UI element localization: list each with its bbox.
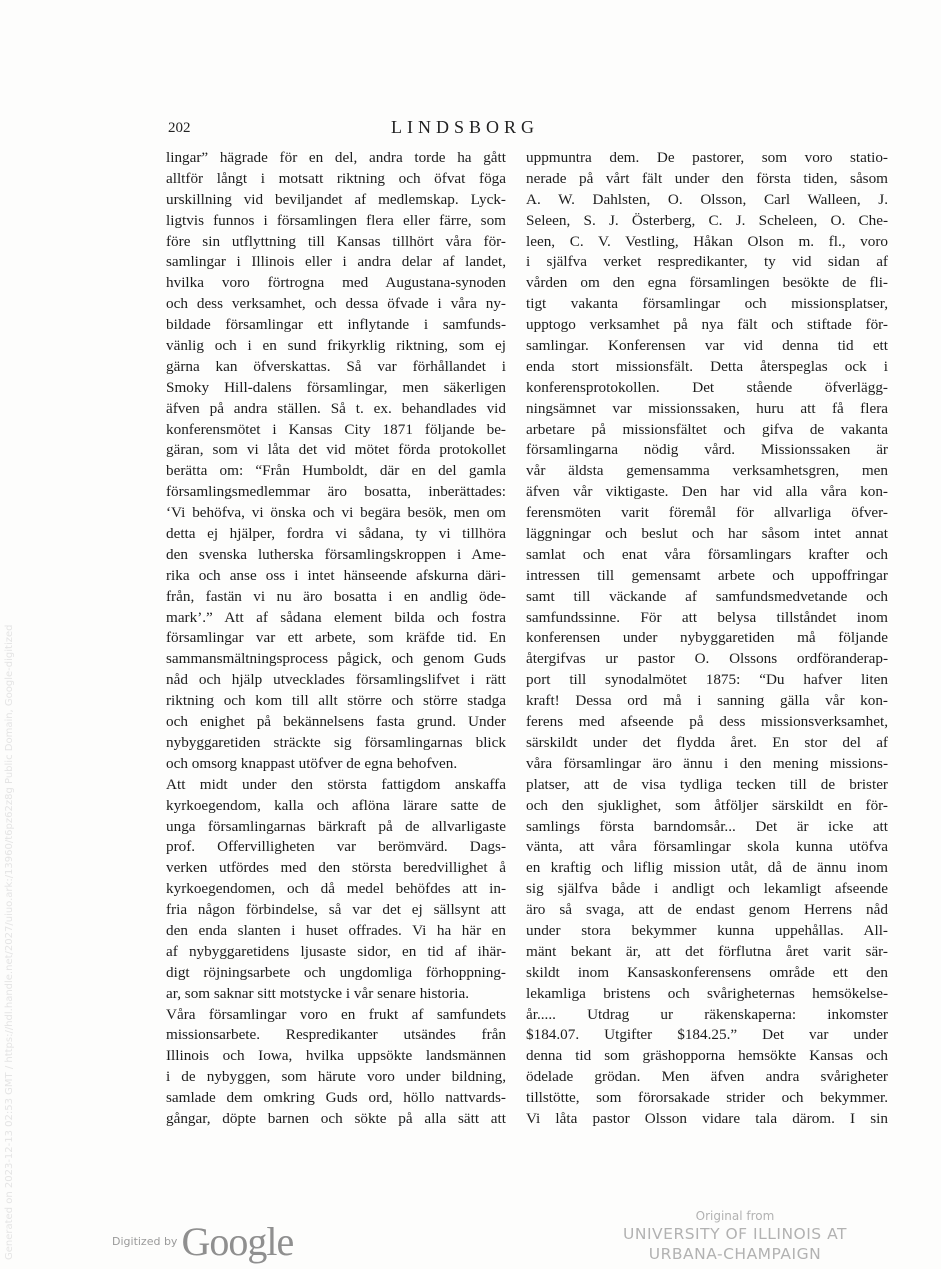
text-line: lekamliga bristens och svårigheternas hemsökelse- [526,984,888,1002]
text-line: digt röjningsarbete och ungdomliga förhoppning- [166,963,506,981]
text-line: församlingar var ett arbete, som kräfde tid. En [166,629,506,647]
text-line: detta ej hjälper, fordra vi sådana, ty vi tillhöra [166,525,506,543]
left-column [166,148,506,1130]
text-line: våra församlingar äro ännu i den mening missions- [526,754,888,772]
text-line: tigt vakanta församlingar och missionsplatser, [526,295,888,313]
running-title: LINDSBORG [390,117,539,137]
text-line: mark’.” Att af sådana element bilda och fostra [166,608,506,626]
text-line: ligtvis funnos i församlingen flera eller färre, som [166,211,506,229]
text-line: ferensmöten varit föremål för allvarliga öfver- [526,504,888,522]
text-line: ödelade grödan. Men äfven andra svårigheter [526,1068,888,1086]
text-line: kraft! Dessa ord må i sanning gälla vår kon- [526,692,888,710]
text-line: tillstötte, som förorsakade strider och bekymmer. [526,1089,888,1107]
text-line: gärna kan öfverskattas. Så var förhållandet i [166,357,506,375]
text-line: $184.07. Utgifter $184.25.” Det var under [526,1026,888,1044]
text-line: A. W. Dahlsten, O. Olsson, Carl Walleen, J. [526,190,888,208]
text-line: nåd och hjälp utvecklades församlingslifvet i rätt [166,671,506,689]
text-line: nerade på vårt fält under den första tiden, såsom [526,169,888,187]
page-number: 202 [168,120,191,136]
text-line: från, fastän vi nu äro bosatta i en andlig öde- [166,587,506,605]
text-line: äfven vår viktigaste. Den har vid alla våra kon- [526,483,888,501]
text-line: ‘Vi behöfva, vi önska och vi begära besök, men om [166,504,506,522]
text-line: hvilka voro förtrogna med Augustana-synoden [166,274,506,292]
text-line: konferensprotokollen. Det stående öfverlägg- [526,378,888,396]
text-line: unga församlingarnas bärkraft på de allvarligaste [166,817,506,835]
text-line: Illinois och Iowa, hvilka uppsökte landsmännen [166,1047,506,1065]
text-line: sammansmältningsprocess pågick, och genom Guds [166,650,506,668]
text-line: gångar, döpte barnen och sökte på alla sätt att [166,1109,506,1127]
text-line: leen, C. V. Vestling, Håkan Olson m. fl., voro [526,232,888,250]
text-line: läggningar och beslut och har såsom intet annat [526,525,888,543]
text-line: verken utfördes med den största beredvillighet å [166,859,506,877]
text-line: vår äldsta gemensamma verksamhetsgren, men [526,462,888,480]
text-line: arbetare på missionsfältet och gifva de vakanta [526,420,888,438]
text-line: i de nybyggen, som härute voro under bildning, [166,1068,506,1086]
text-line: riktning och kom till allt större och större stadga [166,692,506,710]
text-line: återgifvas ur pastor O. Olssons ordföranderap- [526,650,888,668]
digitized-label: Digitized by [112,1235,178,1248]
text-line: lingar” hägrade för en del, andra torde ha gått [166,149,506,166]
text-line: Att midt under den största fattigdom anskaffa [166,775,506,793]
original-from-mark [600,1208,870,1264]
text-line: samlade dem omkring Guds ord, höllo nattvards- [166,1089,506,1107]
text-line: nybyggaretiden sträckte sig församlingarnas blick [166,733,506,751]
text-line: Våra församlingar voro en frukt af samfundets [166,1005,506,1023]
text-line: samlingar i Illinois eller i andra delar af landet, [166,253,506,271]
text-line: gäran, som vi låta det vid mötet förda protokollet [166,441,506,459]
text-line: ningsämnet var missionssaken, huru att få flera [526,399,888,417]
side-watermark-text: Generated on 2023-12-13 02:53 GMT / https://hdl.handle.net/2027/uiuo.ark:/13960/t6pz62z8g Public Domain, Google-digitized [4,624,15,1260]
text-line: prof. Offervilligheten var berömvärd. Dags- [166,838,506,856]
text-line: konferensen under nybyggaretiden må följande [526,629,888,647]
text-line: denna tid som gräshopporna hemsökte Kansas och [526,1047,888,1065]
original-label: Original from [695,1209,775,1223]
library-name-line2: URBANA-CHAMPAIGN [648,1245,822,1263]
text-line: kyrkoegendomen, och då medel behöfdes att in- [166,880,506,898]
text-line: under stora bekymmer kunna uppehållas. All- [526,921,888,939]
text-line: vänta, att våra församlingar skola kunna utöfva [526,838,888,856]
google-logo: Google [181,1219,294,1264]
text-line: församlingarna nödig vård. Missionssaken är [526,441,888,459]
text-line: ferens med afseende på dess missionsverksamhet, [526,713,888,731]
text-line: äro så svaga, att de endast genom Herrens nåd [526,901,888,919]
text-line: äfven på andra ställen. Så t. ex. behandlades vid [166,399,506,417]
text-line: Seleen, S. J. Österberg, C. J. Scheleen, O. Che- [526,211,888,229]
text-line: år..... Utdrag ur räkenskaperna: inkomster [526,1005,888,1023]
text-line: mänt bekant är, att det förflutna året varit sär- [526,942,888,960]
text-line: skildt inom Kansaskonferensens område ett den [526,963,888,981]
text-line: särskildt under det flydda året. En stor del af [526,733,888,751]
text-line: och dess verksamhet, och dessa öfvade i våra ny- [166,295,506,313]
text-line: intressen till gemensamt arbete och uppoffringar [526,566,888,584]
text-line: Vi låta pastor Olsson vidare tala därom. I sin [526,1109,888,1127]
text-line: platser, att de visa tydliga tecken till de brister [526,775,888,793]
text-line: före sin utflyttning till Kansas tillhört våra för- [166,232,506,250]
text-line: alltför långt i motsatt riktning och öfvat föga [166,169,506,187]
text-line: och den sjuklighet, som åtföljer särskildt en för- [526,796,888,814]
text-line: samfundssinne. För att belysa tillståndet inom [526,608,888,626]
text-line: kyrkoegendom, kalla och aflöna lärare satte de [166,796,506,814]
text-line: rika och anse oss i intet hänseende afskurna däri- [166,566,506,584]
side-watermark [2,520,16,1260]
text-line: sig själfva både i andligt och lekamligt afseende [526,880,888,898]
text-line: den enda slanten i huset offrades. Vi ha här en [166,921,506,939]
text-line: samlat och enat våra församlingars krafter och [526,545,888,563]
right-column [526,148,888,1130]
digitized-by-mark [112,1218,293,1265]
text-line: samlings första barndomsår... Det är icke att [526,817,888,835]
text-line: berätta om: “Från Humboldt, där en del gamla [166,462,506,480]
text-line: af nybyggaretidens ljusaste sidor, en tid af ihär- [166,942,506,960]
text-line: ar, som saknar sitt motstycke i vår senare historia. [166,984,470,1002]
text-line: upptogo verksamhet på nya fält och stiftade för- [526,316,888,334]
text-line: fria någon förbindelse, så var det ej sällsynt att [166,901,506,919]
text-line: bildade församlingar ett inflytande i samfunds- [166,316,506,334]
text-line: en kraftig och liflig mission utåt, då de ännu inom [526,859,888,877]
text-line: den svenska lutherska församlingskroppen i Ame- [166,545,506,563]
text-line: urskillning vid beviljandet af medlemskap. Lyck- [166,190,506,208]
text-line: samlingar. Konferensen var vid denna tid ett [526,337,888,355]
text-line: vården om den egna församlingen besökte de fli- [526,274,888,292]
text-line: enda stort missionsfält. Detta återspeglas ock i [526,357,888,375]
text-line: Smoky Hill-dalens församlingar, men säkerligen [166,378,506,396]
text-line: konferensmötet i Kansas City 1871 följande be- [166,420,506,438]
text-line: missionsarbete. Respredikanter utsändes från [166,1026,506,1044]
text-line: och omsorg knappast utöfver de egna behofven. [166,754,458,772]
text-line: samt till väckande af samfundsmedvetande och [526,587,888,605]
library-name-line1: UNIVERSITY OF ILLINOIS AT [623,1225,847,1243]
text-line: församlingsmedlemmar äro bosatta, inberättades: [166,483,506,501]
text-line: och enighet på bekännelsens fasta grund. Under [166,713,506,731]
text-line: vänlig och i en sund frikyrklig riktning, som ej [166,337,506,355]
text-line: i själfva verket respredikanter, ty vid sidan af [526,253,888,271]
text-line: port till synodalmötet 1875: “Du hafver liten [526,671,888,689]
text-line: uppmuntra dem. De pastorer, som voro statio- [526,149,888,166]
